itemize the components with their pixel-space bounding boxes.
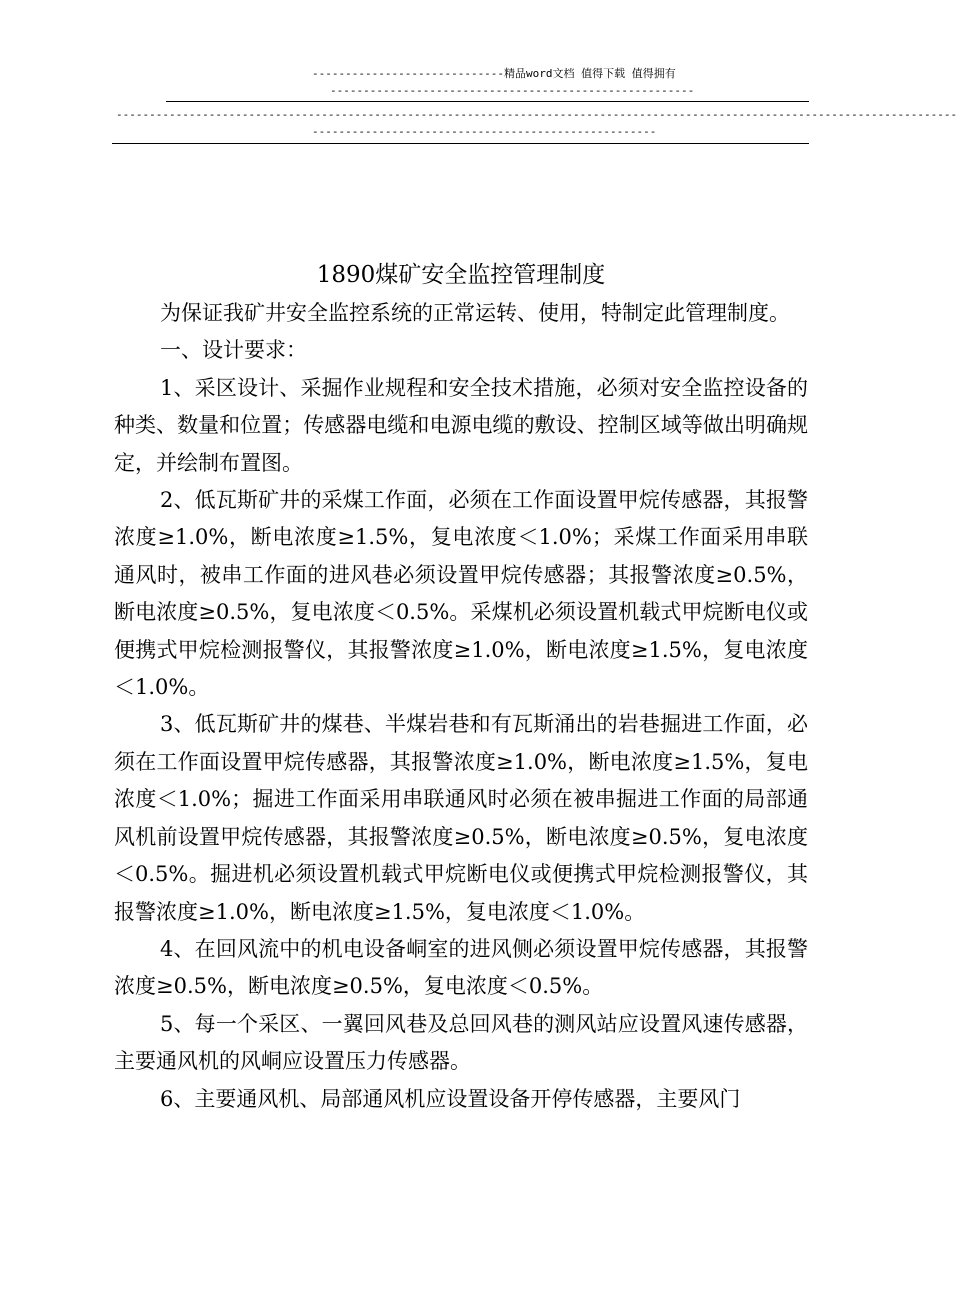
paragraph-item-2: 2、低瓦斯矿井的采煤工作面，必须在工作面设置甲烷传感器，其报警浓度≥1.0%，断电浓度≥1.5%，复电浓度＜1.0%；采煤工作面采用串联通风时，被串工作面的进风巷必须设置甲烷传感器；其报警浓度≥0.5%，断电浓度≥0.5%，复电浓度＜0.5%。采煤机必须设置机载式甲烷断电仪或便携式甲烷检测报警仪，其报警浓度≥1.0%，断电浓度≥1.5%，复电浓度＜1.0%。 bbox=[114, 488, 808, 700]
paragraph-item-3: 3、低瓦斯矿井的煤巷、半煤岩巷和有瓦斯涌出的岩巷掘进工作面，必须在工作面设置甲烷传感器，其报警浓度≥1.0%，断电浓度≥1.5%，复电浓度＜1.0%；掘进工作面采用串联通风时必须在被串掘进工作面的局部通风机前设置甲烷传感器，其报警浓度≥0.5%，断电浓度≥0.5%，复电浓度＜0.5%。掘进机必须设置机载式甲烷断电仪或便携式甲烷检测报警仪，其报警浓度≥1.0%，断电浓度≥1.5%，复电浓度＜1.0%。 bbox=[114, 712, 808, 924]
header-rule-bottom bbox=[112, 143, 809, 144]
header-dash-line-short: ---------------------------------------------------- bbox=[312, 125, 657, 138]
document-body bbox=[114, 255, 808, 1118]
paragraph-intro: 为保证我矿井安全监控系统的正常运转、使用，特制定此管理制度。 bbox=[160, 301, 790, 325]
header-dash-line-long: ------------------------------------------------------------------------------------------------------------------------------- bbox=[116, 108, 957, 121]
header-rule-top bbox=[166, 101, 809, 102]
paragraph-item-6: 6、主要通风机、局部通风机应设置设备开停传感器，主要风门 bbox=[160, 1086, 741, 1111]
document-title: 1890煤矿安全监控管理制度 bbox=[316, 262, 606, 288]
paragraph-item-5: 5、每一个采区、一翼回风巷及总回风巷的测风站应设置风速传感器，主要通风机的风峒应设置压力传感器。 bbox=[114, 1011, 808, 1074]
paragraph-section-heading: 一、设计要求： bbox=[160, 338, 307, 363]
header-dash-line: ------------------------------------------------------- bbox=[330, 84, 695, 97]
header-watermark-line: -----------------------------精品word文档 值得下载 值得拥有 bbox=[312, 67, 676, 80]
paragraph-item-4: 4、在回风流中的机电设备峒室的进风侧必须设置甲烷传感器，其报警浓度≥0.5%，断电浓度≥0.5%，复电浓度＜0.5%。 bbox=[114, 936, 808, 999]
paragraph-item-1: 1、采区设计、采掘作业规程和安全技术措施，必须对安全监控设备的种类、数量和位置；传感器电缆和电源电缆的敷设、控制区域等做出明确规定，并绘制布置图。 bbox=[114, 375, 808, 475]
